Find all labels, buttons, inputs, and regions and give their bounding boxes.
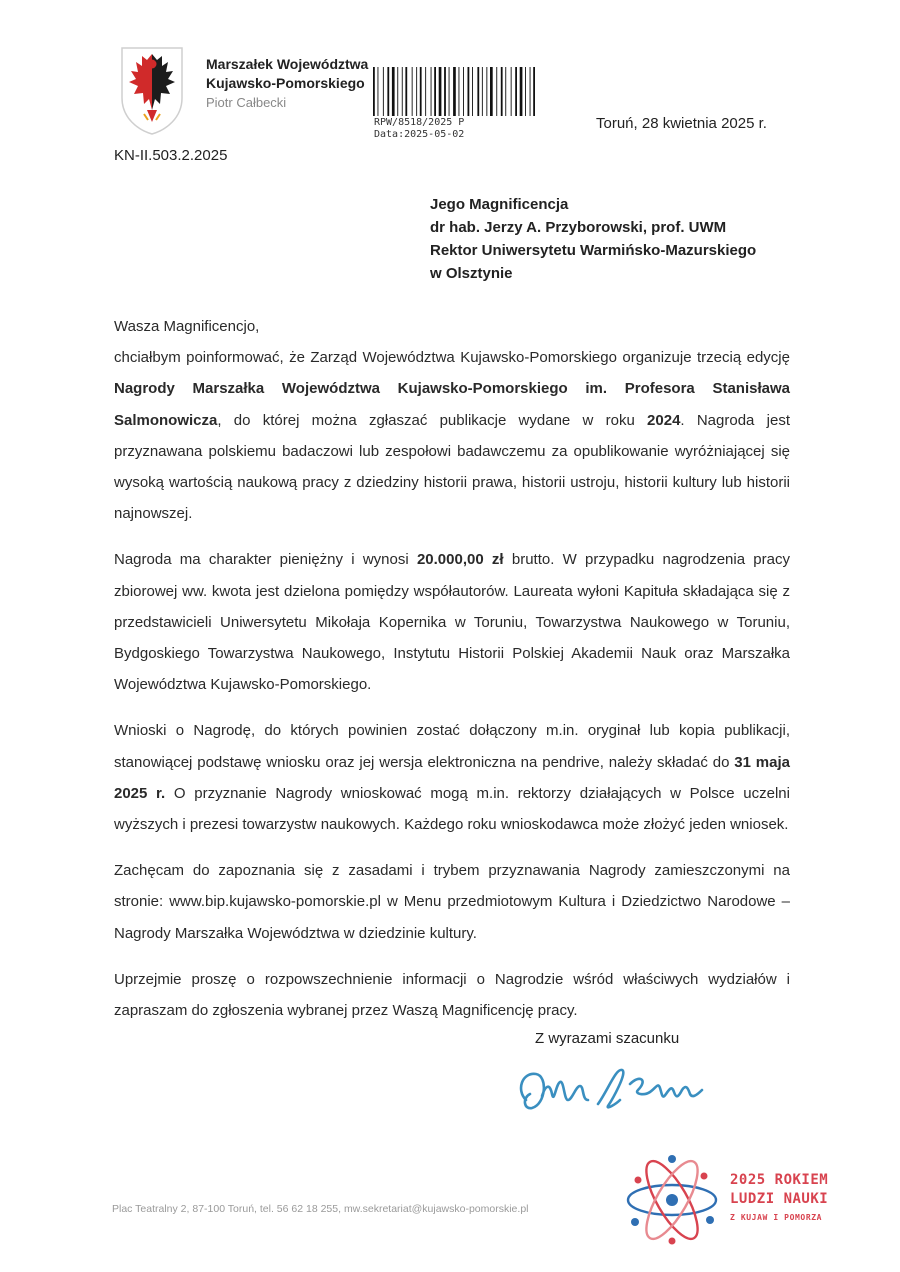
paragraph-5: Uprzejmie proszę o rozpowszechnienie informacji o Nagrodzie wśród właściwych wydziałów i zapraszam do zgłoszenia wybranej przez Waszą Magnificencję pracy. <box>114 970 790 1020</box>
p2-text-c: brutto. W przypadku nagrodzenia pracy zbiorowej ww. kwota jest dzielona pomiędzy współautorów. Laureata wyłoni Kapituła składająca się z przedstawicieli Uniwersytetu Mikołaja Kopernika w Toruniu, Towarzystwa Naukowego w Toruniu, Bydgoskiego Towarzystwa Naukowego, Instytutu Historii Polskiej Akademii Nauk oraz Marszałka Województwa Kujawsko-Pomorskiego. <box>114 551 790 694</box>
salutation: Wasza Magnificencjo, <box>114 318 260 335</box>
barcode-bar <box>533 67 535 116</box>
addressee-line1: Jego Magnificencja <box>430 196 569 213</box>
barcode-bar <box>472 67 473 116</box>
barcode-bar <box>392 67 395 116</box>
barcode-bar <box>520 67 523 116</box>
p1-text-a: chciałbym poinformować, że Zarząd Województwa Kujawsko-Pomorskiego organizuje trzecią edycję <box>114 349 790 367</box>
prize-amount: 20.000,00 zł <box>416 551 504 569</box>
barcode-bar <box>486 67 487 116</box>
atom-icon <box>624 1152 720 1248</box>
addressee-line2: dr hab. Jerzy A. Przyborowski, prof. UWM <box>430 219 727 236</box>
barcode-bar <box>468 67 470 116</box>
p3-text-c: O przyznanie Nagrody wnioskować mogą m.in. rektorzy działających w Polsce uczelni wyższych i prezesi towarzystw naukowych. Każdego roku wnioskodawca może złożyć jeden wniosek. <box>114 784 790 834</box>
deadline-date: 31 maja 2025 r. <box>114 753 790 802</box>
registry-date: Data:2025-05-02 <box>374 129 465 140</box>
p3-text-a: Wnioski o Nagrodę, do których powinien zostać dołączony m.in. oryginał lub kopia publikacji, stanowiącej podstawę wniosku oraz jej wersja elektroniczna na pendrive, należy składać do <box>114 722 790 771</box>
paragraph-2 <box>114 544 790 700</box>
barcode-bar <box>515 67 517 116</box>
barcode-bar <box>431 67 432 116</box>
award-name: Nagrody Marszałka Województwa Kujawsko-Pomorskiego im. Profesora Stanisława Salmonowicza <box>114 380 790 429</box>
issuer-name: Piotr Całbecki <box>206 95 287 110</box>
barcode-bar <box>439 67 442 116</box>
barcode-bar <box>501 67 503 116</box>
barcode-bar <box>463 67 464 116</box>
barcode-bar <box>453 67 456 116</box>
issuer-title-line2: Kujawsko-Pomorskiego <box>206 75 365 91</box>
barcode-bar <box>505 67 506 116</box>
barcode-bar <box>402 67 403 116</box>
barcode <box>372 67 536 116</box>
barcode-bar <box>496 67 497 116</box>
issuer-title <box>206 55 368 93</box>
barcode-bar <box>477 67 479 116</box>
barcode-bar <box>525 67 526 116</box>
barcode-caption <box>374 117 464 141</box>
barcode-bar <box>416 67 417 116</box>
barcode-bar <box>490 67 493 116</box>
slogan-line2: LUDZI NAUKI <box>730 1191 829 1207</box>
p1-text-e: . Nagroda jest przyznawana polskiemu badaczowi lub zespołowi badawczemu za opublikowanie wyróżniającej się wysoką wartością naukową pracy z dziedziny historii prawa, historii ustroju, historii kultury lub historii najnowszej. <box>114 411 790 523</box>
slogan-line3: Z KUJAW I POMORZA <box>730 1213 823 1222</box>
issuer-title-line1: Marszałek Województwa <box>206 56 369 72</box>
barcode-bar <box>449 67 450 116</box>
reference-number: KN-II.503.2.2025 <box>114 147 228 164</box>
barcode-bar <box>405 67 407 116</box>
place-and-date: Toruń, 28 kwietnia 2025 r. <box>596 115 767 132</box>
barcode-bar <box>530 67 531 116</box>
barcode-bar <box>434 67 436 116</box>
p2-text-a: Nagroda ma charakter pieniężny i wynosi <box>114 551 417 569</box>
barcode-bar <box>511 67 512 116</box>
paragraph-3 <box>114 715 790 840</box>
slogan-line1: 2025 ROKIEM <box>730 1172 829 1188</box>
p1-text-c: , do której można zgłaszać publikacje wydane w roku <box>217 411 648 429</box>
registry-number: RPW/8518/2025 P <box>374 117 465 128</box>
publication-year: 2024 <box>647 411 681 429</box>
barcode-bar <box>412 67 413 116</box>
addressee-line4: w Olsztynie <box>430 265 513 282</box>
closing-phrase: Z wyrazami szacunku <box>535 1030 680 1047</box>
addressee-block <box>430 193 756 285</box>
barcode-bar <box>420 67 422 116</box>
barcode-bar <box>378 67 379 116</box>
signature-icon <box>512 1060 738 1122</box>
barcode-bar <box>482 67 483 116</box>
anniversary-slogan <box>730 1171 828 1222</box>
barcode-bar <box>383 67 384 116</box>
addressee-line3: Rektor Uniwersytetu Warmińsko-Mazurskiego <box>430 242 757 259</box>
barcode-bar <box>444 67 446 116</box>
barcode-bar <box>373 67 375 116</box>
paragraph-1 <box>114 342 790 529</box>
barcode-bar <box>425 67 426 116</box>
barcode-bar <box>397 67 398 116</box>
paragraph-4: Zachęcam do zapoznania się z zasadami i trybem przyznawania Nagrody zamieszczonymi na stronie: www.bip.kujawsko-pomorskie.pl w Menu przedmiotowym Kultura i Dziedzictwo Narodowe – Nagrody Marszałka Województwa w dziedzinie kultury. <box>114 862 790 942</box>
footer-address: Plac Teatralny 2, 87-100 Toruń, tel. 56 62 18 255, mw.sekretariat@kujawsko-pomorskie.pl <box>112 1203 529 1215</box>
letter-body <box>114 311 790 1041</box>
coat-of-arms-icon <box>116 44 188 136</box>
barcode-bar <box>387 67 389 116</box>
barcode-bar <box>459 67 460 116</box>
